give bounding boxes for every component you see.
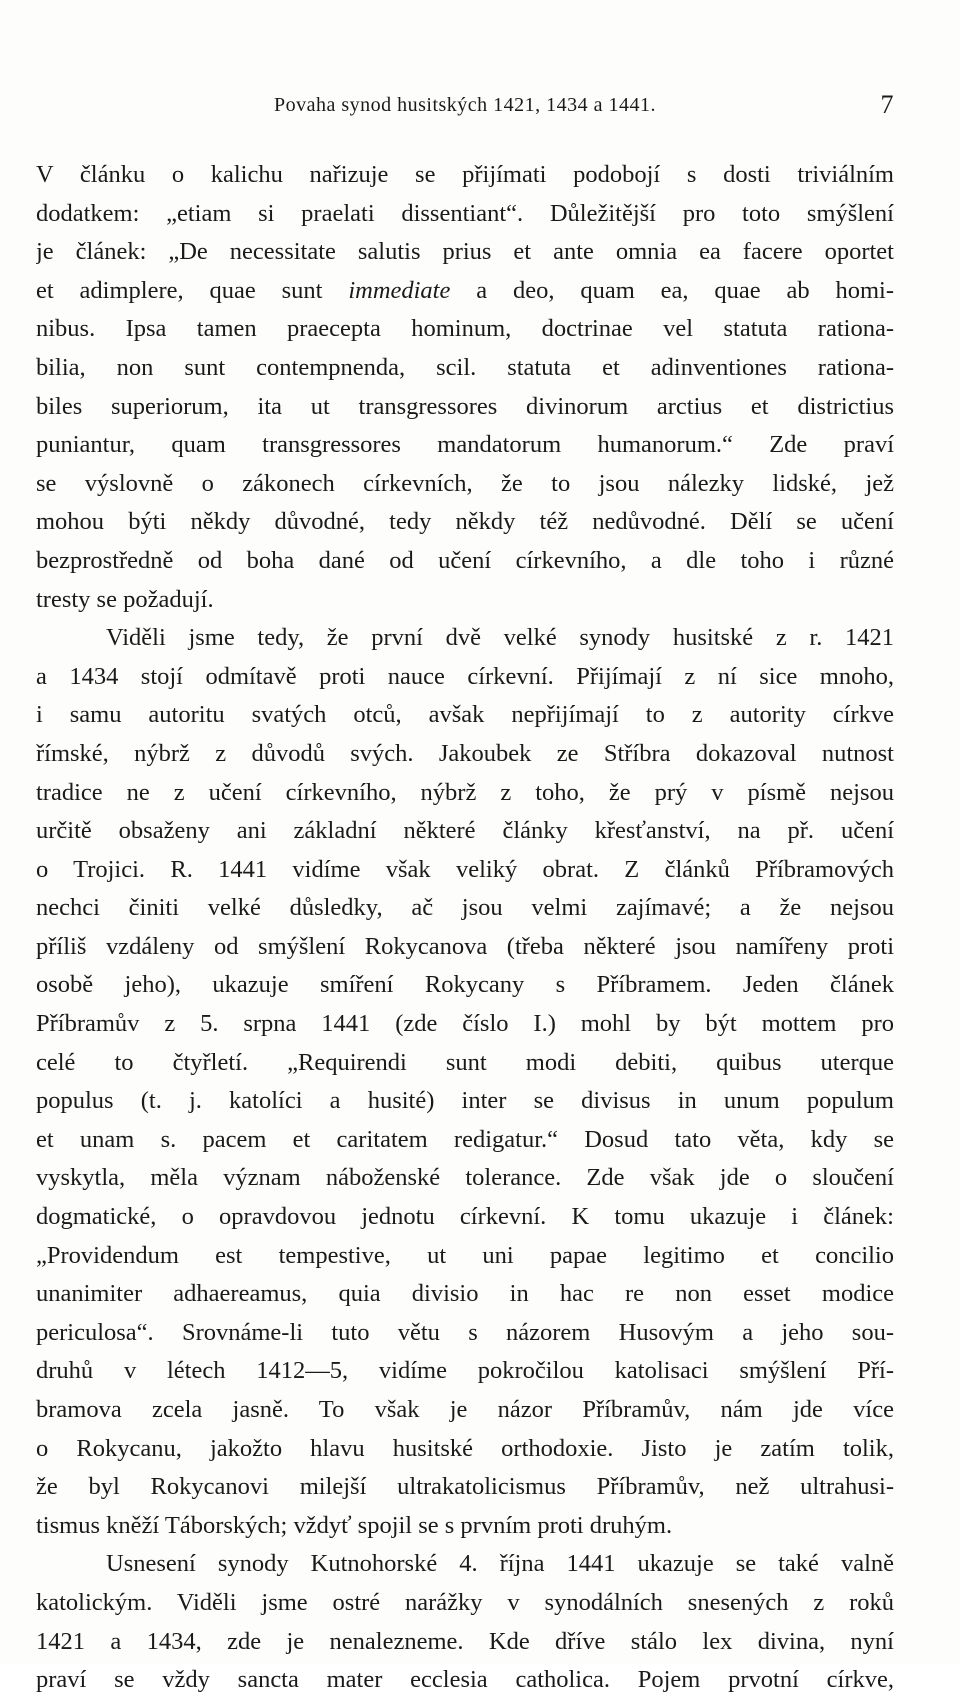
text-line: mohou býti někdy důvodné, tedy někdy též nedůvodné. Dělí se učení bbox=[36, 508, 894, 536]
text-line: určitě obsaženy ani základní některé články křesťanství, na př. učení bbox=[36, 817, 894, 845]
italic-word: immediate bbox=[348, 276, 451, 304]
running-head: Povaha synod husitských 1421, 1434 a 1441. bbox=[273, 94, 657, 116]
text-line: V článku o kalichu nařizuje se přijímati podobojí s dosti triviálním bbox=[36, 161, 894, 188]
text-line: osobě jeho), ukazuje smíření Rokycany s Příbramem. Jeden článek bbox=[36, 971, 894, 999]
text-line: puniantur, quam transgressores mandatorum humanorum.“ Zde praví bbox=[36, 431, 894, 459]
text-line: tradice ne z učení církevního, nýbrž z toho, že prý v písmě nejsou bbox=[36, 778, 894, 806]
text-line: bramova zcela jasně. To však je názor Příbramův, nám jde více bbox=[36, 1396, 894, 1423]
body-text bbox=[36, 156, 894, 1700]
text-line: nibus. Ipsa tamen praecepta hominum, doctrinae vel statuta rationa- bbox=[36, 315, 894, 343]
text-line: Příbramův z 5. srpna 1441 (zde číslo I.) mohl by být mottem pro bbox=[36, 1010, 894, 1038]
text-line: o Trojici. R. 1441 vidíme však veliký obrat. Z článků Příbramových bbox=[36, 855, 894, 883]
text-line: tismus kněží Táborských; vždyť spojil se s prvním proti druhým. bbox=[36, 1511, 673, 1539]
text-line: i samu autoritu svatých otců, avšak nepřijímají to z autority církve bbox=[36, 701, 894, 729]
text-line: příliš vzdáleny od smýšlení Rokycanova (třeba některé jsou namířeny proti bbox=[36, 932, 894, 960]
text-line: dogmatické, o opravdovou jednotu církevní. K tomu ukazuje i článek: bbox=[36, 1203, 894, 1231]
text-line: bezprostředně od boha dané od učení církevního, a dle toho i různé bbox=[36, 546, 894, 574]
text-line: biles superiorum, ita ut transgressores divinorum arctius et districtius bbox=[36, 392, 894, 420]
text-line: a 1434 stojí odmítavě proti nauce církevní. Přijímají z ní sice mnoho, bbox=[36, 662, 894, 690]
text-line: Usnesení synody Kutnohorské 4. října 1441 ukazuje se také valně bbox=[106, 1550, 894, 1578]
text-line: se výslovně o zákonech církevních, že to jsou nálezky lidské, jež bbox=[36, 469, 894, 497]
page-number: 7 bbox=[880, 90, 894, 119]
text-line: katolickým. Viděli jsme ostré narážky v synodálních snesených z roků bbox=[36, 1588, 894, 1616]
text-line: nechci činiti velké důsledky, ač jsou velmi zajímavé; a že nejsou bbox=[36, 894, 894, 922]
text-line: že byl Rokycanovi milejší ultrakatolicismus Příbramův, než ultrahusi- bbox=[36, 1473, 894, 1501]
text-line: o Rokycanu, jakožto hlavu husitské orthodoxie. Jisto je zatím tolik, bbox=[36, 1434, 894, 1462]
text-line: je článek: „De necessitate salutis prius et ante omnia ea facere oportet bbox=[36, 238, 894, 266]
text-line: vyskytla, měla význam náboženské tolerance. Zde však jde o sloučení bbox=[36, 1164, 894, 1192]
text-line: et unam s. pacem et caritatem redigatur.“ Dosud tato věta, kdy se bbox=[36, 1125, 894, 1153]
text-line: celé to čtyřletí. „Requirendi sunt modi debiti, quibus uterque bbox=[36, 1048, 894, 1076]
text-line: populus (t. j. katolíci a husité) inter se divisus in unum populum bbox=[36, 1087, 894, 1115]
text-line: bilia, non sunt contempnenda, scil. statuta et adinventiones rationa- bbox=[36, 353, 894, 381]
text-line: unanimiter adhaereamus, quia divisio in hac re non esset modice bbox=[36, 1280, 894, 1308]
text-line: periculosa“. Srovnáme-li tuto větu s názorem Husovým a jeho sou- bbox=[36, 1318, 894, 1346]
text-line: druhů v létech 1412—5, vidíme pokročilou katolisaci smýšlení Pří- bbox=[36, 1357, 894, 1385]
text-line: dodatkem: „etiam si praelati dissentiant“. Důležitější pro toto smýšlení bbox=[36, 199, 894, 227]
text-line: Viděli jsme tedy, že první dvě velké synody husitské z r. 1421 bbox=[106, 624, 894, 652]
text-line: „Providendum est tempestive, ut uni papae legitimo et concilio bbox=[36, 1241, 894, 1269]
page-header bbox=[36, 86, 894, 126]
text-line: 1421 a 1434, zde je nenalezneme. Kde dříve stálo lex divina, nyní bbox=[36, 1627, 894, 1655]
text-line: praví se vždy sancta mater ecclesia catholica. Pojem prvotní církve, bbox=[36, 1666, 894, 1694]
text-line: tresty se požadují. bbox=[36, 585, 214, 613]
text-line: et adimplere, quae sunt immediate a deo, quam ea, quae ab homi- bbox=[36, 276, 894, 304]
text-line: římské, nýbrž z důvodů svých. Jakoubek ze Stříbra dokazoval nutnost bbox=[36, 739, 894, 767]
